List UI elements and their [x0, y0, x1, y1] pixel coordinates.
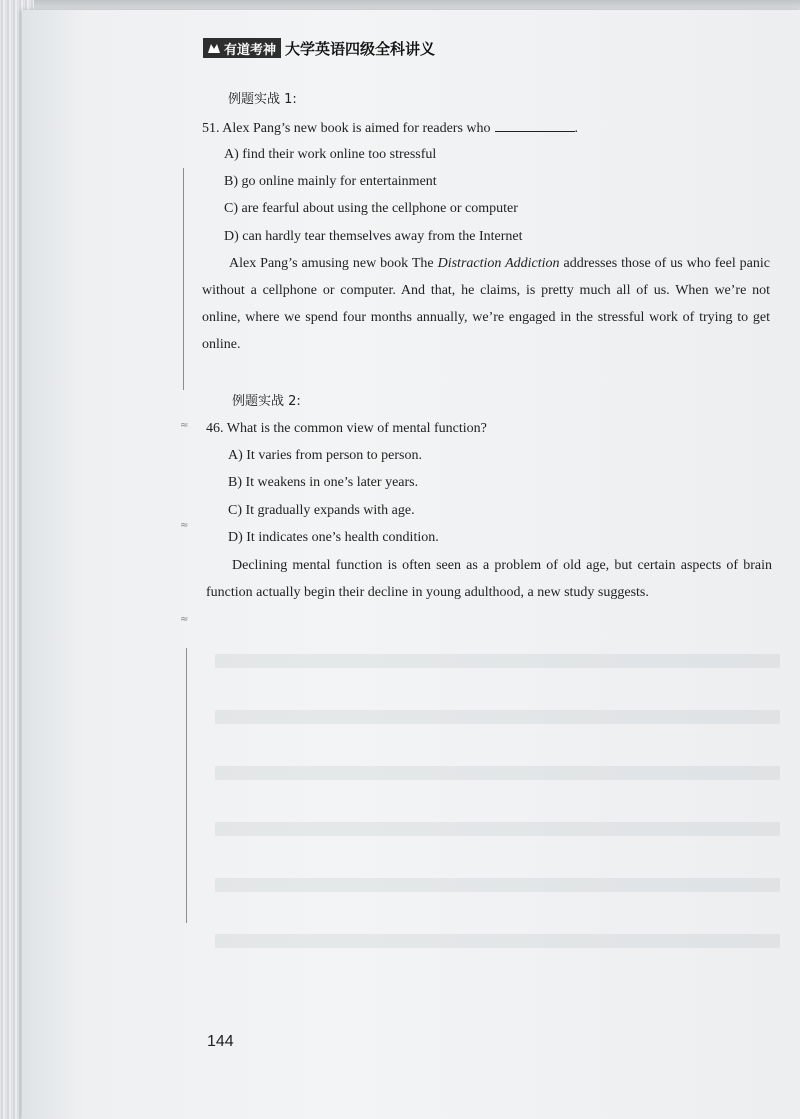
passage-1-pre: Alex Pang’s amusing new book The: [229, 256, 438, 271]
passage-2: Declining mental function is often seen as a problem of old age, but certain aspects of brain function actually begin their decline in young adulthood, a new study suggests.: [206, 558, 772, 600]
passage-1-post: addresses those of us who feel panic without a cellphone or computer. And that, he claims, is pretty much all of us. When we’re not online, where we spend four months annually, we’re engaged in the stressful work of trying to get online.: [202, 256, 770, 352]
answer-blank: [495, 119, 575, 132]
option-a: A) It varies from person to person.: [228, 448, 423, 463]
example-2-heading: 例题实战 2:: [232, 394, 301, 409]
bleed-through: [215, 878, 780, 892]
running-header: [203, 37, 435, 59]
option-a: A) find their work online too stressful: [224, 147, 437, 162]
question-51-text: 51. Alex Pang’s new book is aimed for readers who: [202, 121, 491, 136]
option-b: B) go online mainly for entertainment: [224, 174, 437, 189]
bleed-through: [215, 766, 780, 780]
option-b: B) It weakens in one’s later years.: [228, 475, 419, 490]
question-51: [202, 119, 578, 138]
margin-rule: [186, 648, 187, 923]
bleed-through: [215, 822, 780, 836]
margin-rule: [183, 168, 184, 390]
option-c: C) It gradually expands with age.: [228, 503, 415, 518]
passage-1-book-title: Distraction Addiction: [437, 256, 560, 271]
question-46: 46. What is the common view of mental function?: [206, 421, 487, 436]
brand-badge: [203, 38, 281, 58]
example-1-heading: 例题实战 1:: [228, 92, 297, 107]
question-period: .: [574, 121, 578, 136]
bleed-through: [215, 934, 780, 948]
page-number: 144: [207, 1033, 234, 1050]
bleed-through: [215, 654, 780, 668]
fox-logo-icon: [207, 41, 221, 55]
passage-1: [202, 250, 770, 358]
brand-label: 有道考神: [224, 42, 277, 58]
margin-mark: ≈: [180, 614, 189, 625]
bleed-through: [215, 710, 780, 724]
margin-mark: ≈: [180, 520, 189, 531]
option-d: D) can hardly tear themselves away from the Internet: [224, 229, 523, 244]
margin-mark: ≈: [180, 420, 189, 431]
book-title: 大学英语四级全科讲义: [285, 39, 436, 58]
option-d: D) It indicates one’s health condition.: [228, 530, 439, 545]
option-c: C) are fearful about using the cellphone or computer: [224, 201, 518, 216]
